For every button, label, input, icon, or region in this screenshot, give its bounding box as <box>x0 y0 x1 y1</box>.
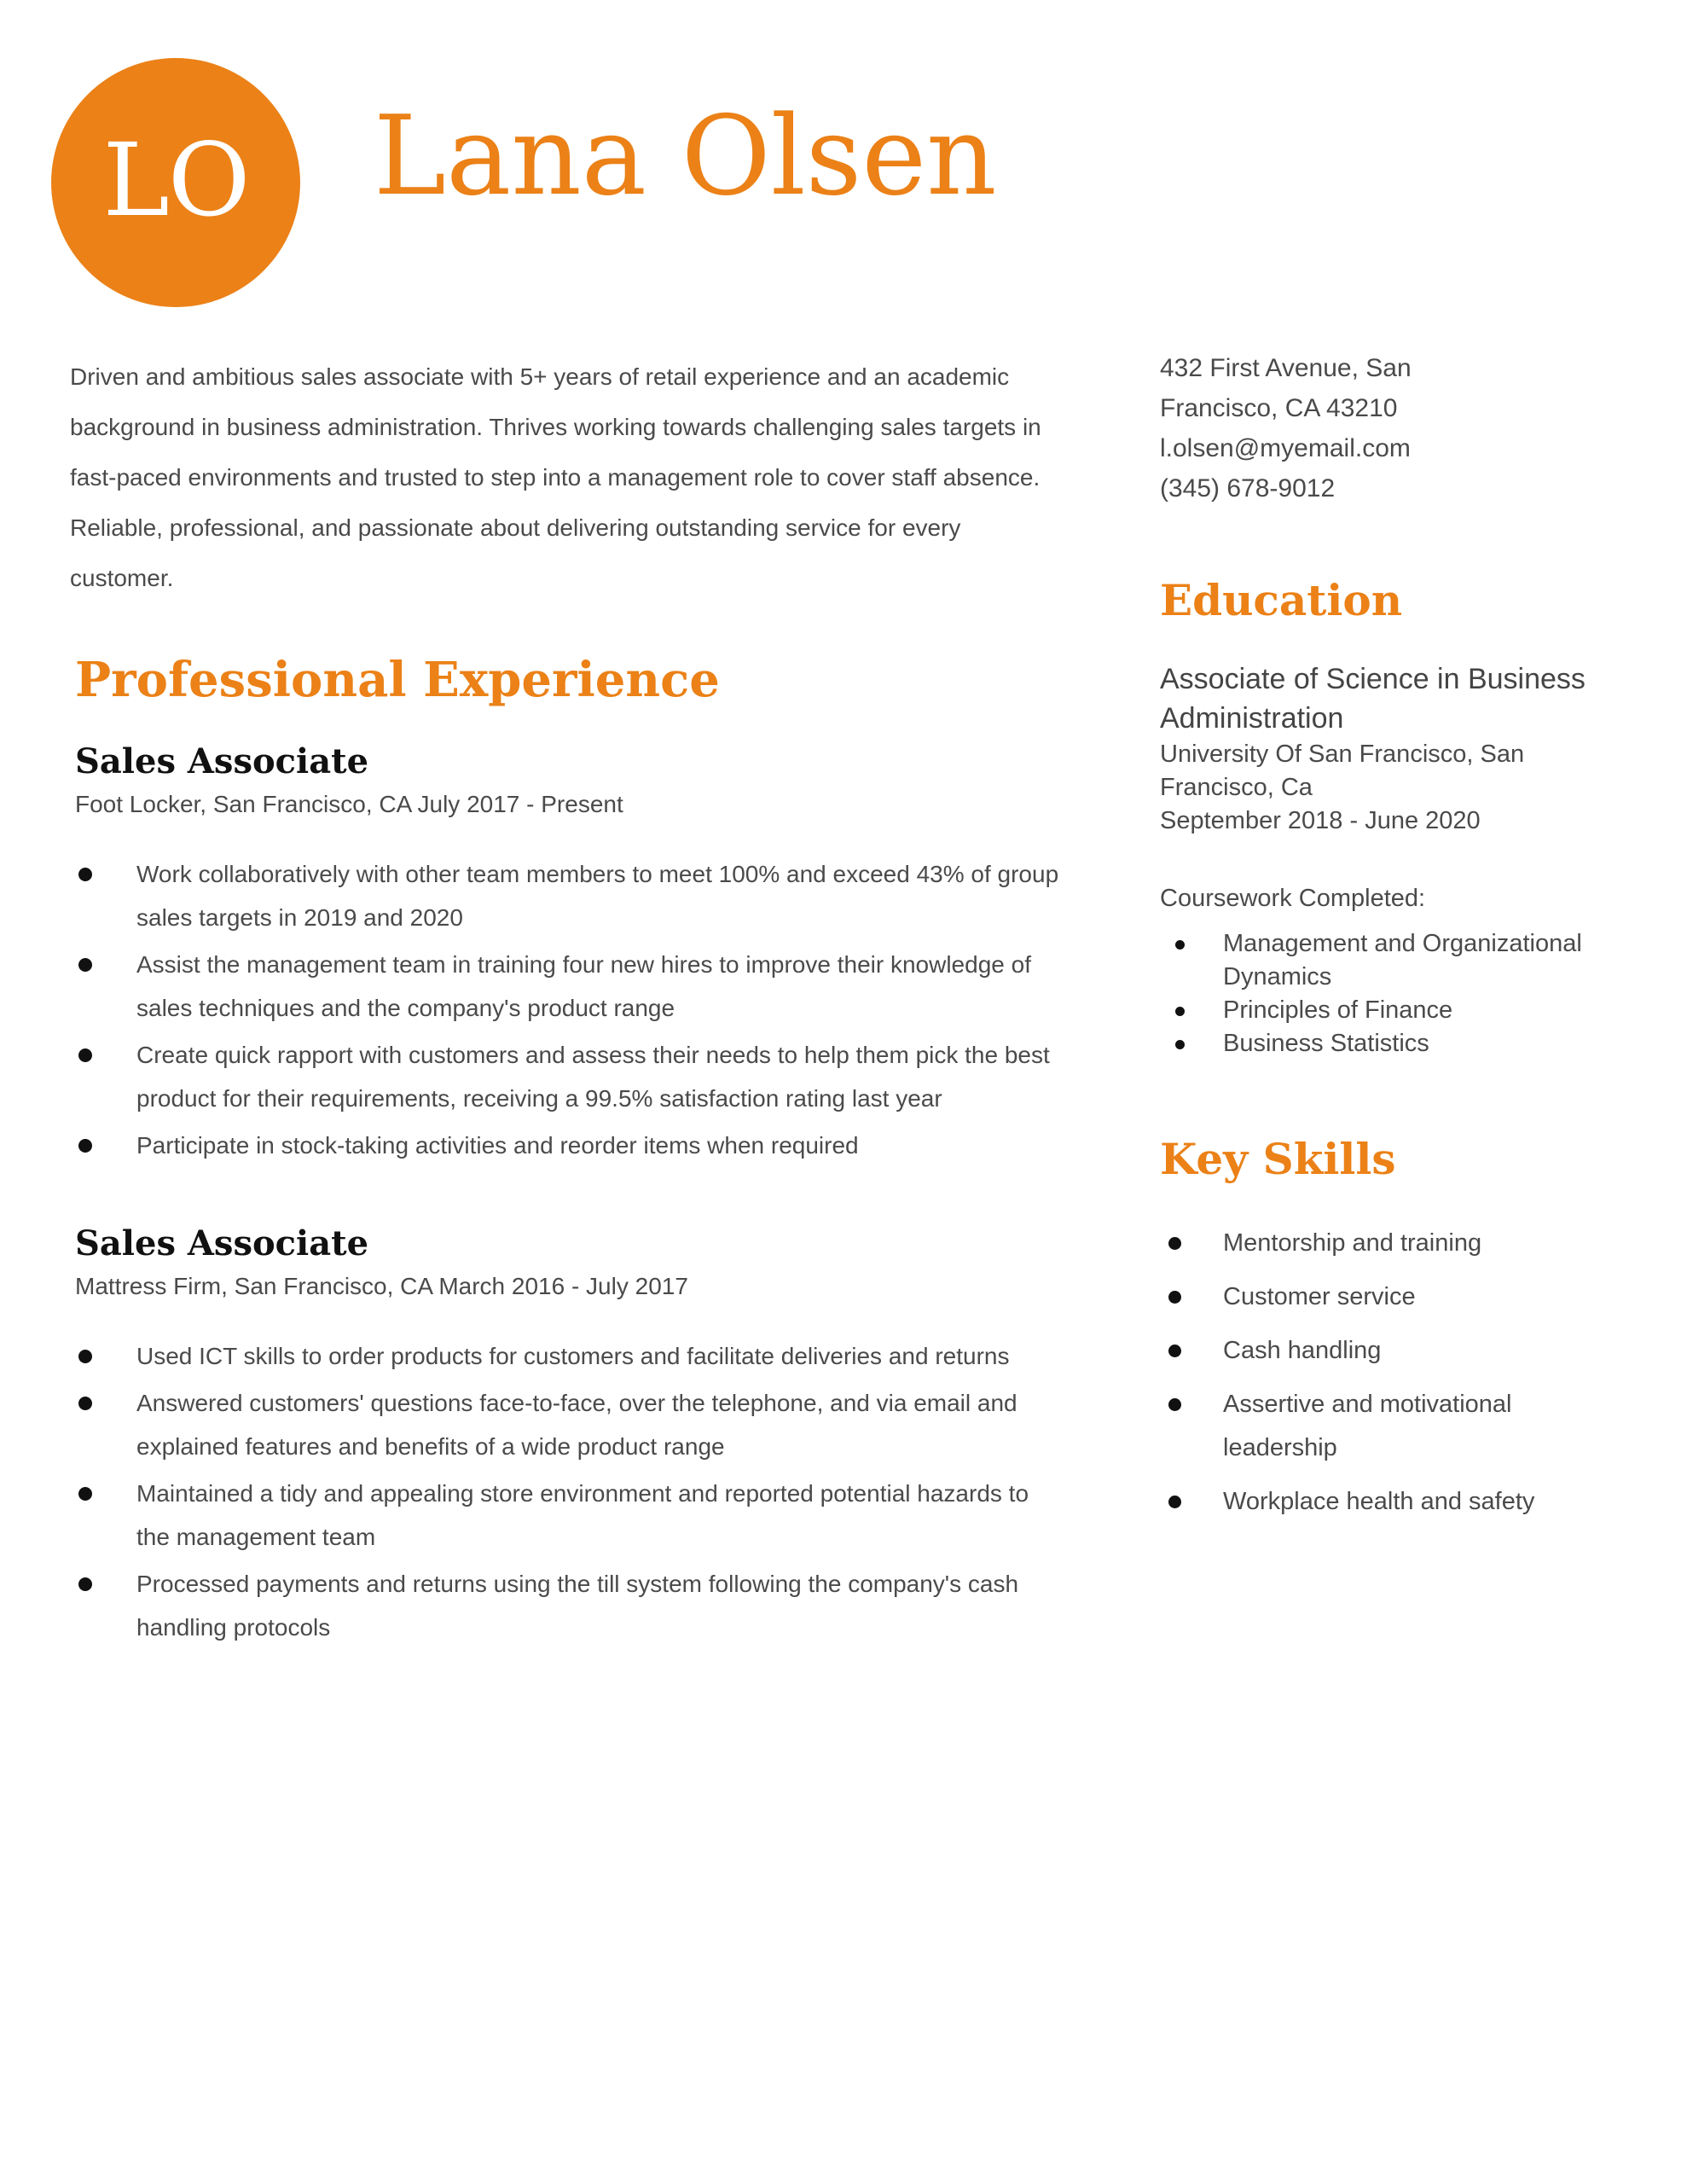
skill-text: Assertive and motivational leadership <box>1223 1391 1512 1461</box>
coursework-list <box>1160 927 1620 1060</box>
address-line: Francisco, CA 43210 <box>1160 394 1398 422</box>
list-item <box>1160 927 1620 994</box>
bullet-text: Maintained a tidy and appealing store environment and reported potential hazards to the management team <box>136 1479 1029 1550</box>
sidebar-column <box>1160 348 1620 1534</box>
school-name: University Of San Francisco, San <box>1160 741 1525 768</box>
list-item <box>1160 1329 1620 1373</box>
education-heading: Education <box>1160 575 1403 625</box>
list-item <box>70 1124 1059 1167</box>
bullet-text: Used ICT skills to order products for customers and facilitate deliveries and returns <box>136 1342 1010 1369</box>
coursework-label: Coursework Completed: <box>1160 885 1426 912</box>
monogram-badge <box>51 58 300 307</box>
list-item <box>1160 994 1620 1027</box>
list-item <box>70 1381 1059 1468</box>
job-entry <box>70 1223 1059 1649</box>
bullet-icon <box>1168 1398 1181 1411</box>
bullet-text: Assist the management team in training four new hires to improve their knowledge of sales techniques and the company's product range <box>136 950 1031 1021</box>
email-address: l.olsen@myemail.com <box>1160 434 1411 462</box>
monogram-initials: LO <box>102 121 249 239</box>
main-column <box>70 351 1059 1653</box>
degree-name: Associate of Science in Business Administration <box>1160 663 1586 735</box>
bullet-icon <box>1168 1291 1181 1304</box>
list-item <box>1160 1480 1620 1524</box>
skill-text: Cash handling <box>1223 1337 1382 1364</box>
bullet-icon <box>1168 1237 1181 1250</box>
bullet-icon <box>78 868 92 881</box>
bullet-icon <box>1168 1345 1181 1357</box>
list-item <box>1160 1383 1620 1470</box>
bullet-icon <box>78 958 92 972</box>
skill-text: Customer service <box>1223 1283 1416 1310</box>
skills-heading: Key Skills <box>1160 1134 1396 1184</box>
job-meta: Mattress Firm, San Francisco, CA March 2016 - July 2017 <box>75 1272 688 1299</box>
list-item <box>70 1334 1059 1378</box>
bullet-text: Answered customers' questions face-to-face, over the telephone, and via email and explained features and benefits of a wide product range <box>136 1389 1017 1460</box>
bullet-icon <box>78 1048 92 1062</box>
phone-number: (345) 678-9012 <box>1160 474 1336 502</box>
address-line: 432 First Avenue, San <box>1160 354 1412 382</box>
professional-summary: Driven and ambitious sales associate with 5+ years of retail experience and an academic background in business administration. Thrives working towards challenging sales targets in fast-paced environments and trusted to step into a management role to cover staff absence. Reliable, professional, and passionate about delivering outstanding service for every customer. <box>70 363 1041 591</box>
bullet-icon <box>78 1350 92 1363</box>
bullet-text: Processed payments and returns using the till system following the company's cash handling protocols <box>136 1570 1019 1641</box>
job-meta: Foot Locker, San Francisco, CA July 2017 - Present <box>75 790 623 817</box>
job-entry <box>70 741 1059 1167</box>
bullet-icon <box>78 1487 92 1501</box>
bullet-icon <box>1175 940 1185 950</box>
bullet-icon <box>78 1397 92 1410</box>
bullet-icon <box>1168 1496 1181 1508</box>
bullet-icon <box>78 1577 92 1591</box>
skills-list <box>1160 1222 1620 1524</box>
job-bullets <box>70 852 1059 1167</box>
course-text: Management and Organizational Dynamics <box>1223 930 1582 990</box>
bullet-icon <box>1175 1040 1185 1049</box>
list-item <box>1160 1027 1620 1060</box>
job-bullets <box>70 1334 1059 1649</box>
list-item <box>1160 1275 1620 1319</box>
list-item <box>70 943 1059 1030</box>
bullet-icon <box>1175 1007 1185 1016</box>
course-text: Business Statistics <box>1223 1030 1429 1057</box>
list-item <box>1160 1222 1620 1265</box>
list-item <box>70 1472 1059 1559</box>
list-item <box>70 852 1059 939</box>
job-title: Sales Associate <box>75 741 369 781</box>
job-title: Sales Associate <box>75 1223 369 1263</box>
contact-info <box>1160 348 1620 508</box>
bullet-text: Work collaboratively with other team members to meet 100% and exceed 43% of group sales targets in 2019 and 2020 <box>136 860 1059 931</box>
course-text: Principles of Finance <box>1223 996 1453 1024</box>
bullet-text: Participate in stock-taking activities and reorder items when required <box>136 1131 859 1159</box>
candidate-name: Lana Olsen <box>374 93 997 220</box>
skill-text: Mentorship and training <box>1223 1229 1482 1257</box>
skill-text: Workplace health and safety <box>1223 1488 1535 1515</box>
list-item <box>70 1033 1059 1120</box>
bullet-text: Create quick rapport with customers and assess their needs to help them pick the best product for their requirements, receiving a 99.5% satisfaction rating last year <box>136 1041 1050 1112</box>
school-location: Francisco, Ca <box>1160 774 1313 801</box>
bullet-icon <box>78 1139 92 1153</box>
list-item <box>70 1562 1059 1649</box>
education-dates: September 2018 - June 2020 <box>1160 807 1481 834</box>
experience-heading: Professional Experience <box>75 652 720 708</box>
